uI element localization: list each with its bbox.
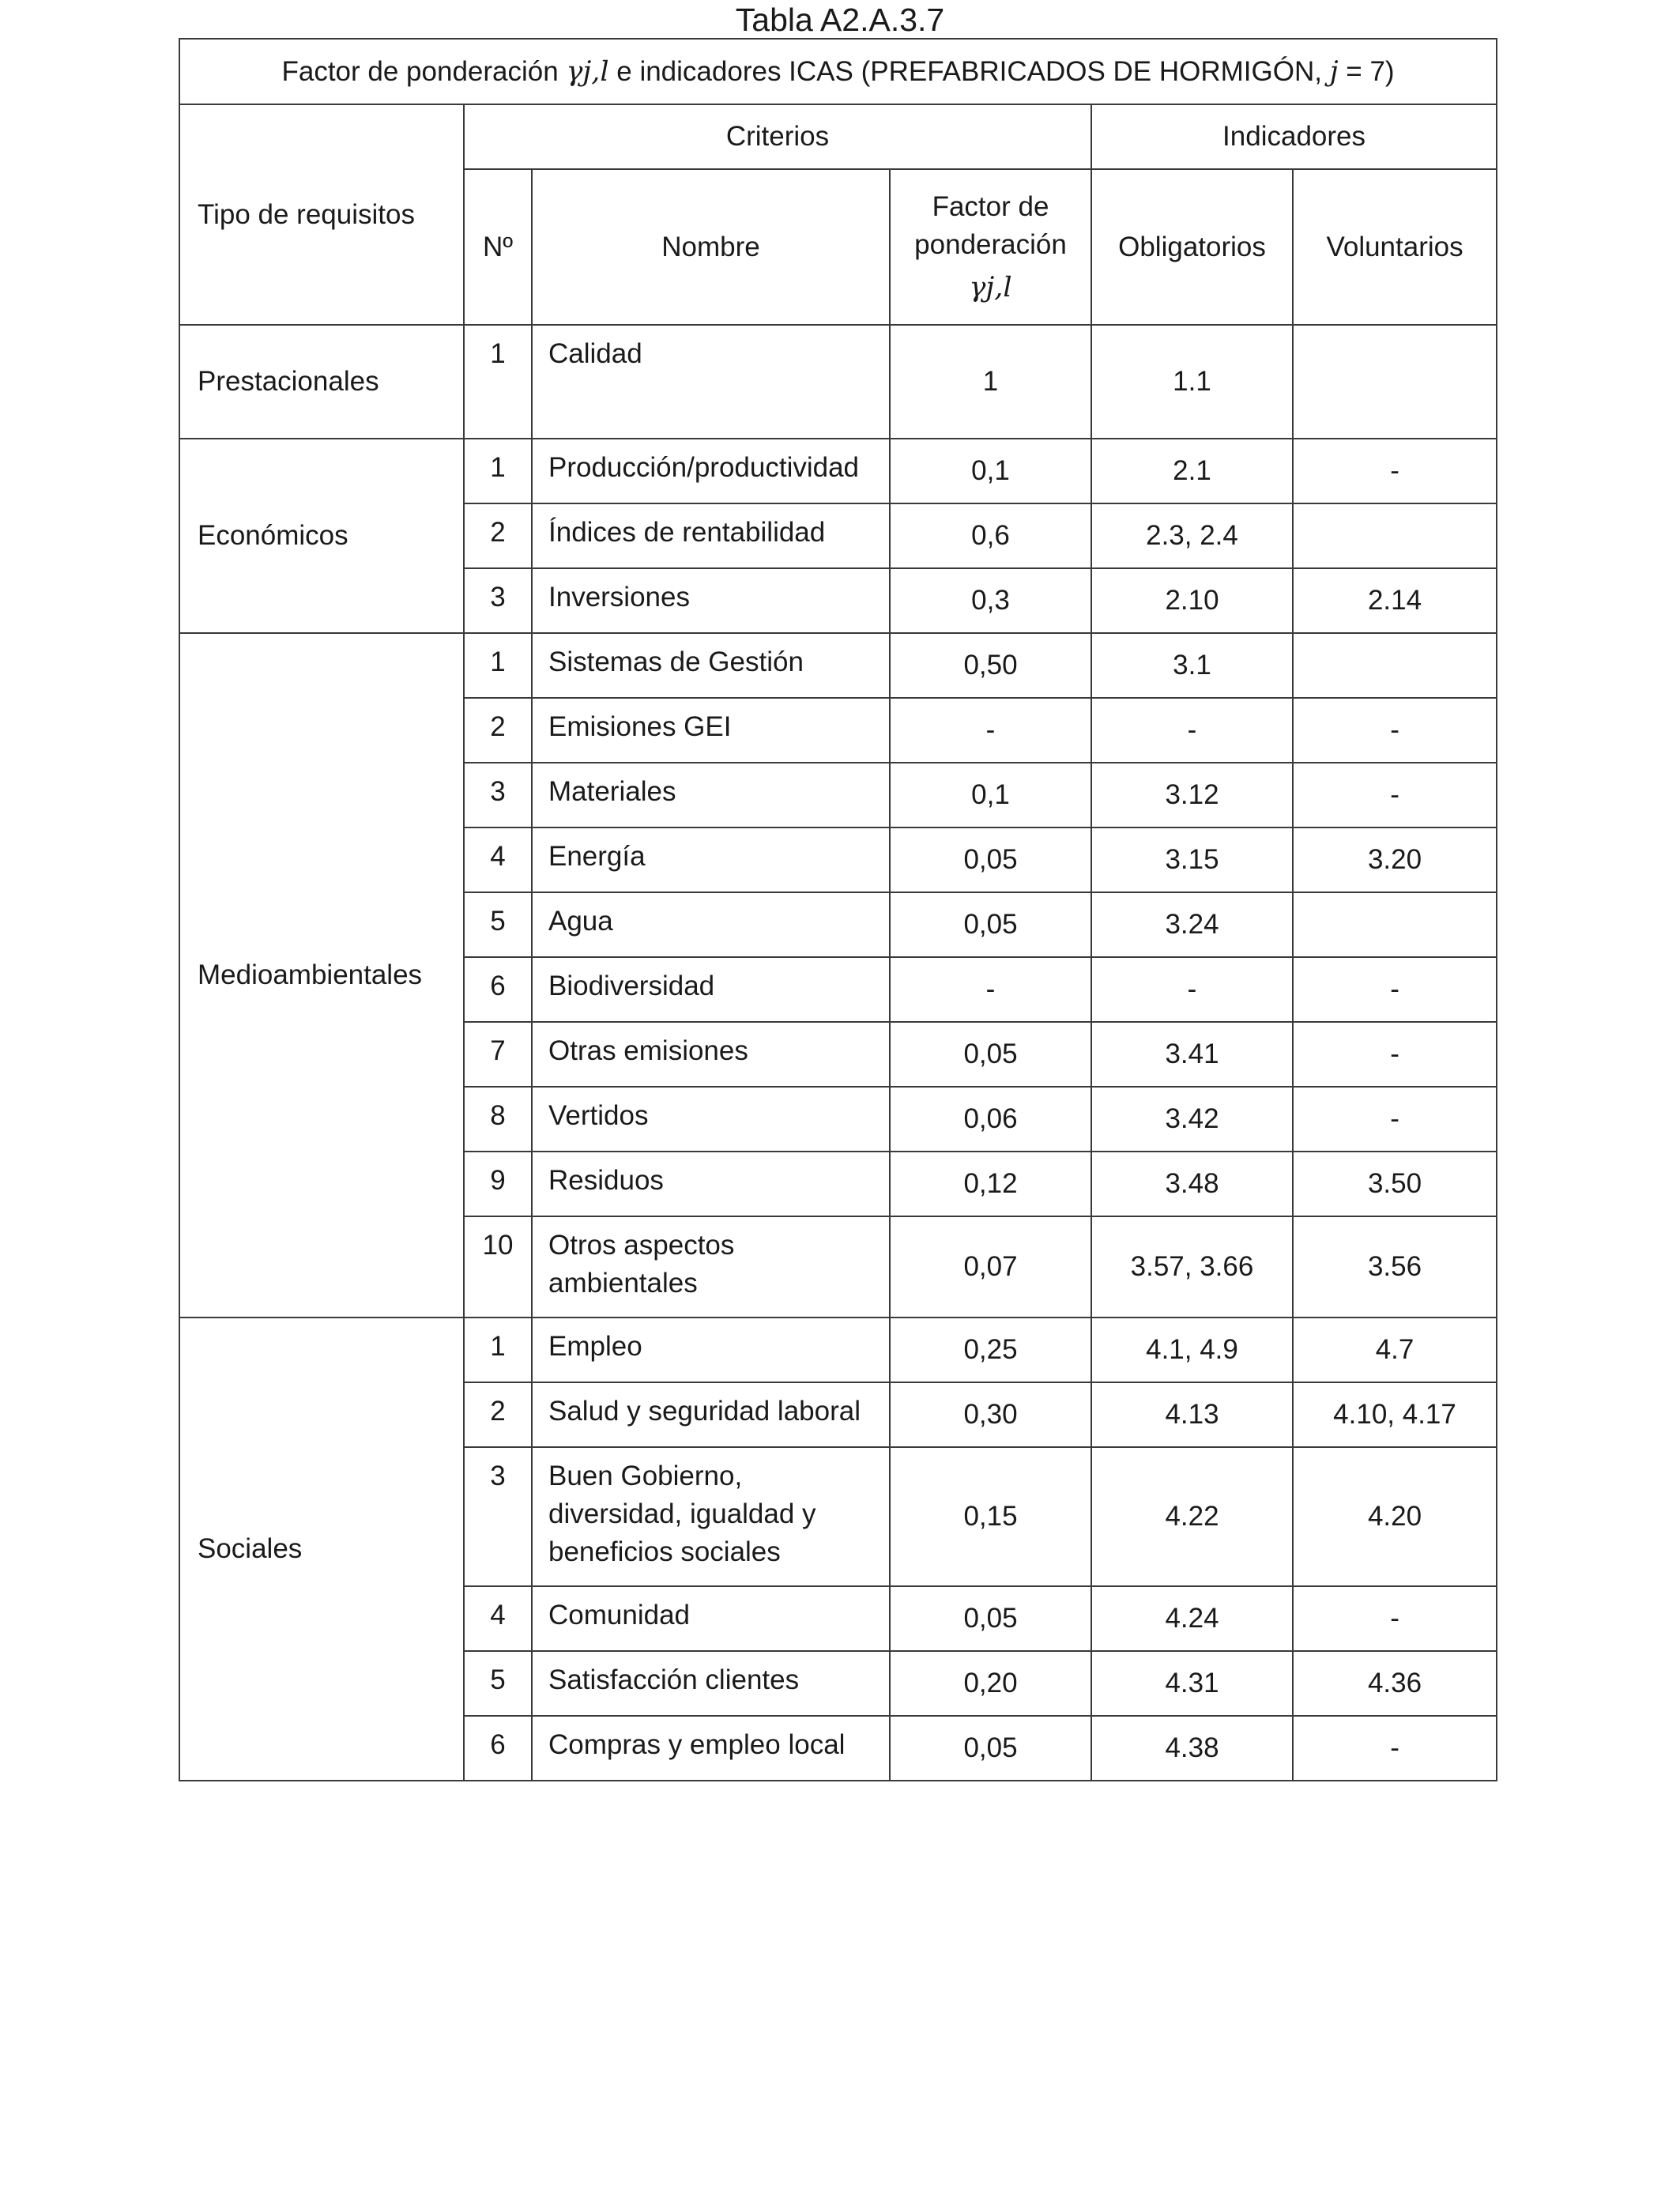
requisito-type-cell: Medioambientales — [179, 633, 464, 1318]
mandatory-indicators: 4.24 — [1091, 1586, 1293, 1651]
criterion-number: 10 — [464, 1216, 532, 1318]
criterion-name: Satisfacción clientes — [532, 1651, 890, 1716]
mandatory-indicators: 3.24 — [1091, 892, 1293, 957]
weight-factor: 0,15 — [890, 1447, 1091, 1586]
voluntary-indicators: - — [1293, 1087, 1497, 1152]
weight-factor: 0,6 — [890, 503, 1091, 568]
mandatory-indicators: 4.22 — [1091, 1447, 1293, 1586]
header-criterios: Criterios — [464, 104, 1091, 169]
header-tipo: Tipo de requisitos — [179, 104, 464, 325]
mandatory-indicators: 3.12 — [1091, 763, 1293, 827]
mandatory-indicators: 3.42 — [1091, 1087, 1293, 1152]
mandatory-indicators: 2.1 — [1091, 439, 1293, 503]
mandatory-indicators: 4.31 — [1091, 1651, 1293, 1716]
voluntary-indicators: - — [1293, 1716, 1497, 1781]
voluntary-indicators: 4.36 — [1293, 1651, 1497, 1716]
weight-factor: 0,20 — [890, 1651, 1091, 1716]
criterion-name: Vertidos — [532, 1087, 890, 1152]
criterion-number: 1 — [464, 325, 532, 439]
voluntary-indicators: 3.56 — [1293, 1216, 1497, 1318]
weight-factor: 0,07 — [890, 1216, 1091, 1318]
weight-factor: 0,06 — [890, 1087, 1091, 1152]
weight-factor: 0,25 — [890, 1318, 1091, 1382]
criterion-name: Residuos — [532, 1152, 890, 1216]
requisito-type-cell: Económicos — [179, 439, 464, 633]
criterion-number: 6 — [464, 1716, 532, 1781]
weight-factor: 0,1 — [890, 763, 1091, 827]
voluntary-indicators: - — [1293, 439, 1497, 503]
gamma-symbol: γj,l — [969, 271, 1012, 303]
header-factor: Factor de ponderación γj,l — [890, 169, 1091, 325]
criterion-name: Otras emisiones — [532, 1022, 890, 1087]
header-indicadores: Indicadores — [1091, 104, 1497, 169]
weight-factor: 0,05 — [890, 1716, 1091, 1781]
voluntary-indicators — [1293, 633, 1497, 698]
criterion-name: Salud y seguridad laboral — [532, 1382, 890, 1447]
header-nombre: Nombre — [532, 169, 890, 325]
weight-factor: 0,3 — [890, 568, 1091, 633]
weight-factor: 0,1 — [890, 439, 1091, 503]
requisito-type-cell: Sociales — [179, 1318, 464, 1781]
criterion-number: 3 — [464, 1447, 532, 1586]
criterion-number: 2 — [464, 1382, 532, 1447]
voluntary-indicators: - — [1293, 698, 1497, 763]
header-row-1 — [179, 104, 1497, 169]
header-no: Nº — [464, 169, 532, 325]
criterion-name: Agua — [532, 892, 890, 957]
criterion-number: 8 — [464, 1087, 532, 1152]
weight-factor: 0,30 — [890, 1382, 1091, 1447]
mandatory-indicators: 3.41 — [1091, 1022, 1293, 1087]
mandatory-indicators: 3.48 — [1091, 1152, 1293, 1216]
criterion-name: Materiales — [532, 763, 890, 827]
table-row — [179, 633, 1497, 698]
table-caption: Tabla A2.A.3.7 — [735, 2, 945, 38]
criterion-name: Producción/productividad — [532, 439, 890, 503]
criterion-number: 4 — [464, 1586, 532, 1651]
mandatory-indicators: 4.38 — [1091, 1716, 1293, 1781]
voluntary-indicators: 3.50 — [1293, 1152, 1497, 1216]
mandatory-indicators: 3.15 — [1091, 827, 1293, 892]
voluntary-indicators: - — [1293, 957, 1497, 1022]
voluntary-indicators: 4.10, 4.17 — [1293, 1382, 1497, 1447]
weight-factor: 0,05 — [890, 892, 1091, 957]
criterion-number: 9 — [464, 1152, 532, 1216]
weight-factor: - — [890, 698, 1091, 763]
voluntary-indicators — [1293, 325, 1497, 439]
table-row — [179, 1318, 1497, 1382]
weight-factor: 0,50 — [890, 633, 1091, 698]
criterion-name: Energía — [532, 827, 890, 892]
criterion-number: 5 — [464, 1651, 532, 1716]
voluntary-indicators: 4.20 — [1293, 1447, 1497, 1586]
criterion-number: 1 — [464, 633, 532, 698]
mandatory-indicators: 3.1 — [1091, 633, 1293, 698]
icas-table — [179, 38, 1497, 1781]
voluntary-indicators: - — [1293, 1586, 1497, 1651]
criterion-number: 3 — [464, 568, 532, 633]
weight-factor: 0,05 — [890, 827, 1091, 892]
voluntary-indicators: - — [1293, 1022, 1497, 1087]
weight-factor: 1 — [890, 325, 1091, 439]
criterion-name: Buen Gobierno, diversidad, igualdad y beneficios sociales — [532, 1447, 890, 1586]
voluntary-indicators: - — [1293, 763, 1497, 827]
criterion-name: Emisiones GEI — [532, 698, 890, 763]
criterion-number: 5 — [464, 892, 532, 957]
criterion-number: 4 — [464, 827, 532, 892]
table-row — [179, 439, 1497, 503]
table-title: Factor de ponderación γj,l e indicadores ICAS (PREFABRICADOS DE HORMIGÓN, j = 7) — [179, 39, 1497, 104]
table-row — [179, 325, 1497, 439]
mandatory-indicators: 3.57, 3.66 — [1091, 1216, 1293, 1318]
criterion-number: 1 — [464, 1318, 532, 1382]
weight-factor: 0,05 — [890, 1586, 1091, 1651]
table-title-row — [179, 39, 1497, 104]
mandatory-indicators: 2.10 — [1091, 568, 1293, 633]
criterion-number: 2 — [464, 503, 532, 568]
criterion-name: Biodiversidad — [532, 957, 890, 1022]
voluntary-indicators — [1293, 892, 1497, 957]
mandatory-indicators: 1.1 — [1091, 325, 1293, 439]
voluntary-indicators — [1293, 503, 1497, 568]
mandatory-indicators: - — [1091, 957, 1293, 1022]
criterion-name: Índices de rentabilidad — [532, 503, 890, 568]
header-voluntarios: Voluntarios — [1293, 169, 1497, 325]
criterion-number: 1 — [464, 439, 532, 503]
header-obligatorios: Obligatorios — [1091, 169, 1293, 325]
criterion-name: Compras y empleo local — [532, 1716, 890, 1781]
criterion-name: Otros aspectos ambientales — [532, 1216, 890, 1318]
criterion-number: 3 — [464, 763, 532, 827]
requisito-type-cell: Prestacionales — [179, 325, 464, 439]
voluntary-indicators: 2.14 — [1293, 568, 1497, 633]
mandatory-indicators: 4.13 — [1091, 1382, 1293, 1447]
weight-factor: 0,05 — [890, 1022, 1091, 1087]
mandatory-indicators: - — [1091, 698, 1293, 763]
gamma-symbol: γj,l — [566, 55, 609, 88]
criterion-number: 2 — [464, 698, 532, 763]
criterion-name: Calidad — [532, 325, 890, 439]
criterion-name: Comunidad — [532, 1586, 890, 1651]
voluntary-indicators: 3.20 — [1293, 827, 1497, 892]
criterion-number: 7 — [464, 1022, 532, 1087]
criterion-name: Inversiones — [532, 568, 890, 633]
criterion-number: 6 — [464, 957, 532, 1022]
mandatory-indicators: 2.3, 2.4 — [1091, 503, 1293, 568]
criterion-name: Empleo — [532, 1318, 890, 1382]
weight-factor: - — [890, 957, 1091, 1022]
mandatory-indicators: 4.1, 4.9 — [1091, 1318, 1293, 1382]
criterion-name: Sistemas de Gestión — [532, 633, 890, 698]
weight-factor: 0,12 — [890, 1152, 1091, 1216]
voluntary-indicators: 4.7 — [1293, 1318, 1497, 1382]
